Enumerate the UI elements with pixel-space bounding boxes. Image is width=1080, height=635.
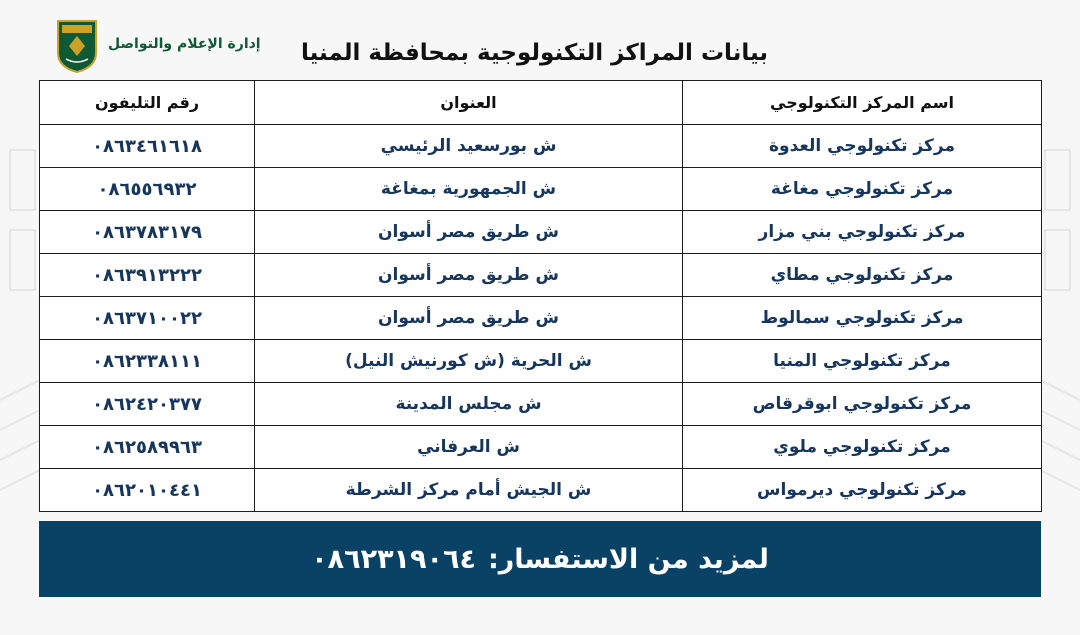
center-name-cell: مركز تكنولوجي سمالوط [683, 297, 1042, 340]
address-cell: ش الجيش أمام مركز الشرطة [255, 469, 683, 512]
center-name-cell: مركز تكنولوجي مغاغة [683, 168, 1042, 211]
phone-cell: ٠٨٦٣٤٦١٦١٨ [40, 125, 255, 168]
table-header-row [40, 81, 1042, 125]
center-name-cell: مركز تكنولوجي بني مزار [683, 211, 1042, 254]
department-name: إدارة الإعلام والتواصل [108, 36, 261, 52]
table-row [40, 383, 1042, 426]
address-cell: ش العرفاني [255, 426, 683, 469]
phone-cell: ٠٨٦٢٠١٠٤٤١ [40, 469, 255, 512]
phone-cell: ٠٨٦٣٧١٠٠٢٢ [40, 297, 255, 340]
center-name-cell: مركز تكنولوجي ابوقرقاص [683, 383, 1042, 426]
address-cell: ش الحرية (ش كورنيش النيل) [255, 340, 683, 383]
phone-cell: ٠٨٦٥٥٦٩٣٢ [40, 168, 255, 211]
address-cell: ش طريق مصر أسوان [255, 254, 683, 297]
phone-cell: ٠٨٦٢٣٣٨١١١ [40, 340, 255, 383]
table-row [40, 469, 1042, 512]
address-cell: ش الجمهورية بمغاغة [255, 168, 683, 211]
address-cell: ش طريق مصر أسوان [255, 211, 683, 254]
phone-cell: ٠٨٦٢٤٢٠٣٧٧ [40, 383, 255, 426]
table-row [40, 125, 1042, 168]
column-header-center-name: اسم المركز التكنولوجي [683, 81, 1042, 125]
technology-centers-table [39, 80, 1042, 512]
table-row [40, 254, 1042, 297]
table-row [40, 426, 1042, 469]
table-row [40, 168, 1042, 211]
table-row [40, 211, 1042, 254]
phone-cell: ٠٨٦٣٧٨٣١٧٩ [40, 211, 255, 254]
governorate-seal-icon [56, 19, 98, 73]
page-title: بيانات المراكز التكنولوجية بمحافظة المنيا [301, 40, 768, 66]
inquiry-label: لمزيد من الاستفسار: [487, 543, 769, 575]
table-row [40, 297, 1042, 340]
column-header-phone: رقم التليفون [40, 81, 255, 125]
center-name-cell: مركز تكنولوجي ديرمواس [683, 469, 1042, 512]
inquiry-footer-banner [39, 521, 1041, 597]
center-name-cell: مركز تكنولوجي العدوة [683, 125, 1042, 168]
department-logo [56, 19, 276, 77]
address-cell: ش طريق مصر أسوان [255, 297, 683, 340]
center-name-cell: مركز تكنولوجي ملوي [683, 426, 1042, 469]
center-name-cell: مركز تكنولوجي مطاي [683, 254, 1042, 297]
phone-cell: ٠٨٦٣٩١٣٢٢٢ [40, 254, 255, 297]
phone-cell: ٠٨٦٢٥٨٩٩٦٣ [40, 426, 255, 469]
center-name-cell: مركز تكنولوجي المنيا [683, 340, 1042, 383]
column-header-address: العنوان [255, 81, 683, 125]
table-row [40, 340, 1042, 383]
inquiry-phone-number: ٠٨٦٢٣١٩٠٦٤ [311, 543, 476, 575]
address-cell: ش مجلس المدينة [255, 383, 683, 426]
address-cell: ش بورسعيد الرئيسي [255, 125, 683, 168]
